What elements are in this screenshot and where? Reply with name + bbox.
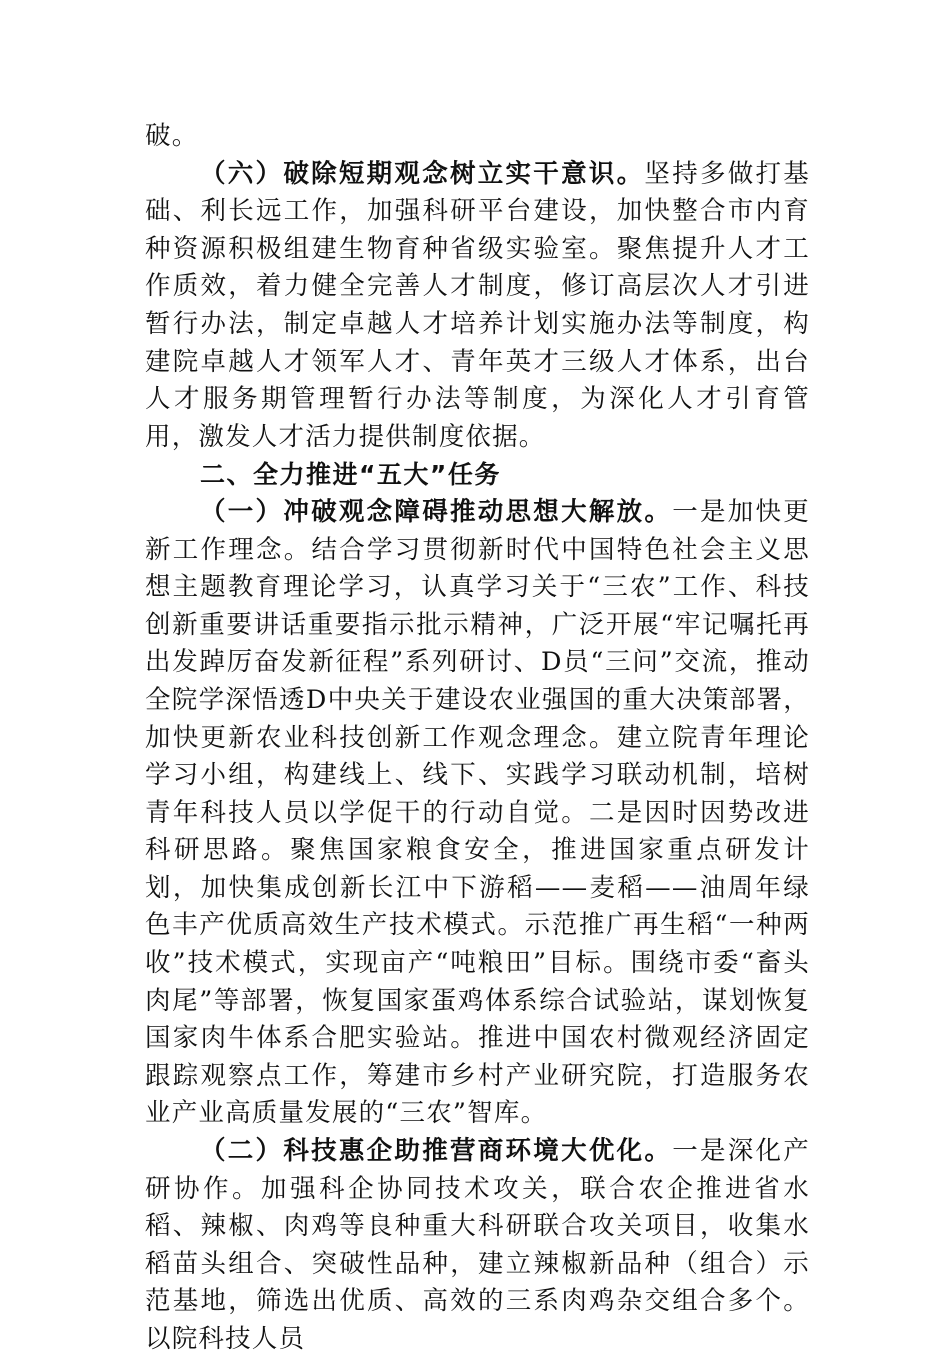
paragraph-text: 坚持多做打基础、利长远工作，加强科研平台建设，加快整合市内育种资源积极组建生物育种省级实验室。聚焦提升人才工作质效，着力健全完善人才制度，修订高层次人才引进暂行办法，制定卓越人才培养计划实施办法等制度，构建院卓越人才领军人才、青年英才三级人才体系，出台人才服务期管理暂行办法等制度，为深化人才引育管用，激发人才活力提供制度依据。 <box>145 158 811 452</box>
paragraph-text: 一是加快更新工作理念。结合学习贯彻新时代中国特色社会主义思想主题教育理论学习，认真学习关于“三农”工作、科技创新重要讲话重要指示批示精神，广泛开展“牢记嘱托再出发踔厉奋发新征程”系列研讨、D员“三问”交流，推动全院学深悟透D中央关于建设农业强国的重大决策部署，加快更新农业科技创新工作观念理念。建立院青年理论学习小组，构建线上、线下、实践学习联动机制，培树青年科技人员以学促干的行动自觉。二是因时因势改进科研思路。聚焦国家粮食安全，推进国家重点研发计划，加快集成创新长江中下游稻——麦稻——油周年绿色丰产优质高效生产技术模式。示范推广再生稻“一种两收”技术模式，实现亩产“吨粮田”目标。围绕市委“畜头肉尾”等部署，恢复国家蛋鸡体系综合试验站，谋划恢复国家肉牛体系合肥实验站。推进中国农村微观经济固定跟踪观察点工作，筹建市乡村产业研究院，打造服务农业产业高质量发展的“三农”智库。 <box>145 496 810 1129</box>
paragraph-section-6 <box>145 156 810 457</box>
paragraph-continuation <box>145 118 810 156</box>
section-heading: 二、全力推进“五大”任务 <box>200 460 501 490</box>
paragraph-text: 一是深化产研协作。加强科企协同技术攻关，联合农企推进省水稻、辣椒、肉鸡等良种重大科研联合攻关项目，收集水稻苗头组合、突破性品种，建立辣椒新品种（组合）示范基地，筛选出优质、高效的三系肉鸡杂交组合多个。以院科技人员 <box>145 1136 810 1354</box>
paragraph-lead: （一）冲破观念障碍推动思想大解放。 <box>200 496 673 527</box>
paragraph-lead: （二）科技惠企助推营商环境大优化。 <box>200 1136 673 1167</box>
paragraph-text: 破。 <box>145 121 199 151</box>
paragraph-lead: （六）破除短期观念树立实干意识。 <box>200 158 645 189</box>
paragraph-section-1 <box>145 494 810 1133</box>
paragraph-section-2 <box>145 1133 810 1359</box>
document-page <box>145 118 810 1359</box>
